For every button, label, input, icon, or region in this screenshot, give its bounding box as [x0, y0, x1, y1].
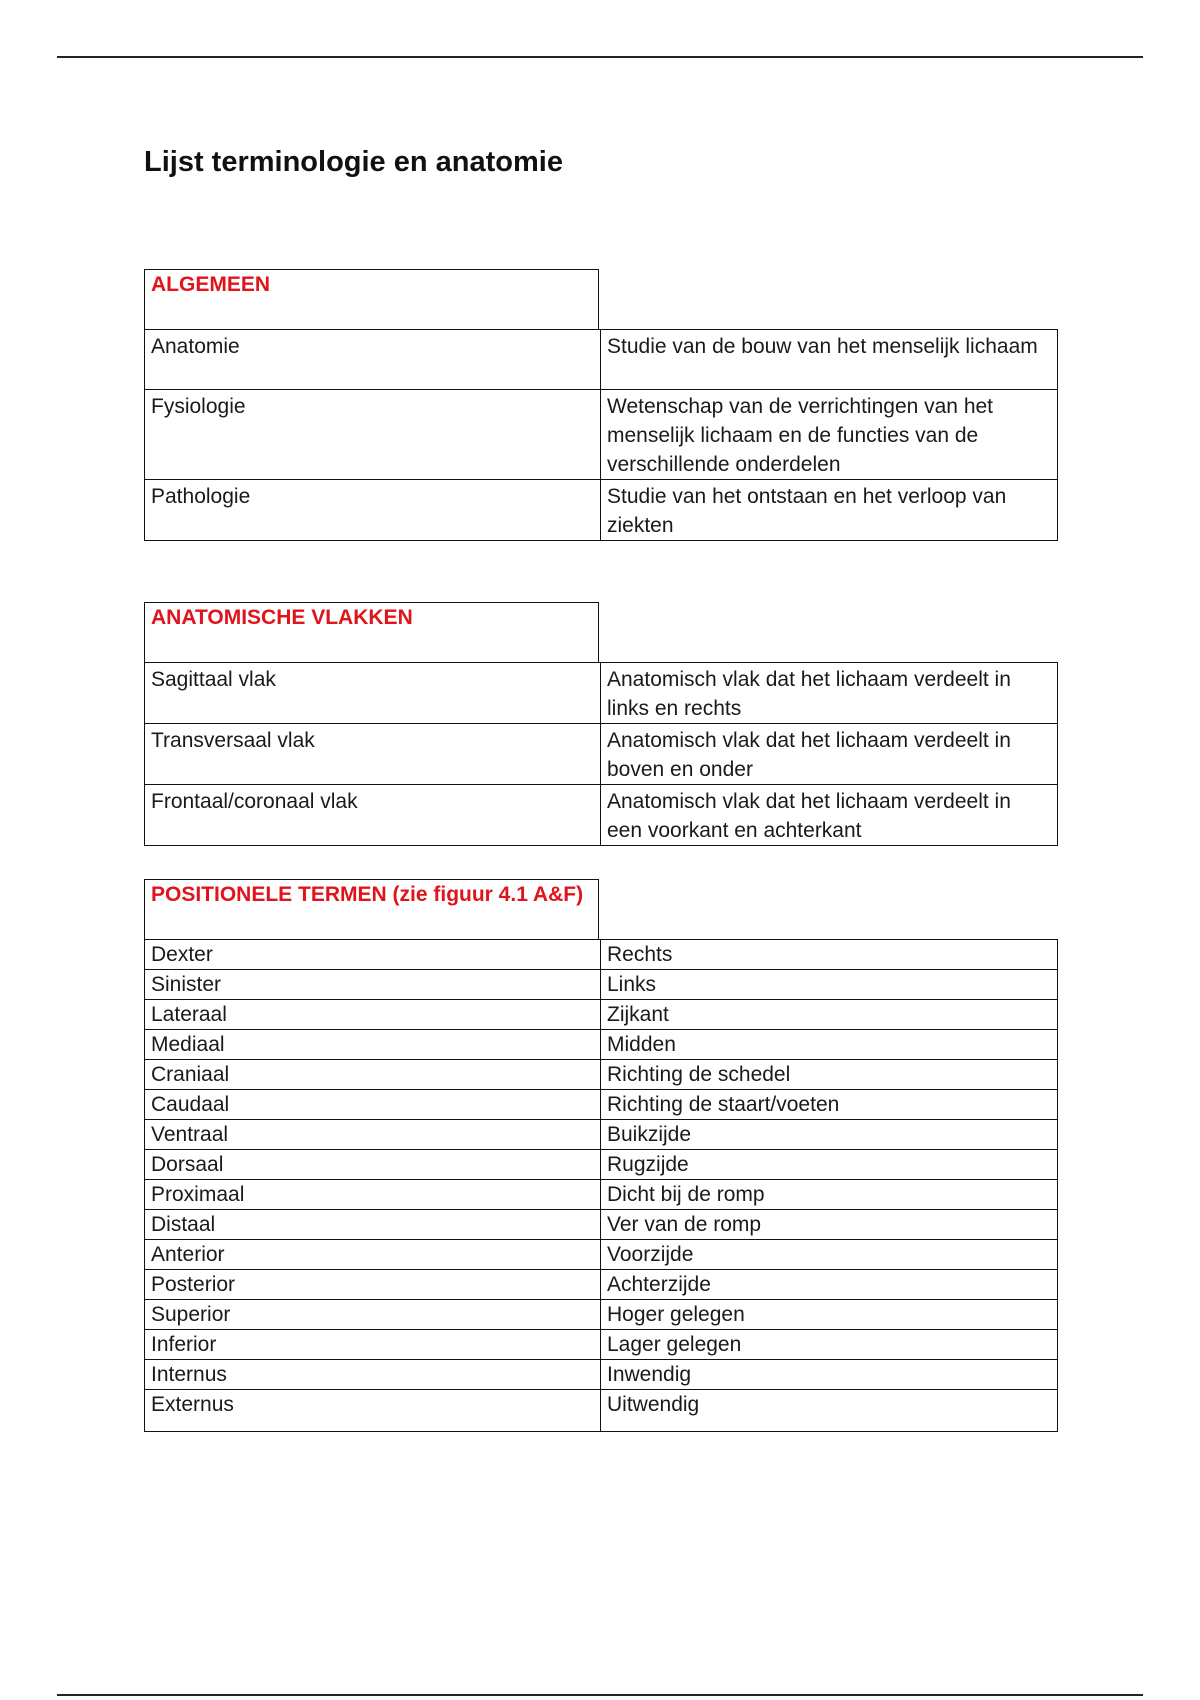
table-row — [145, 663, 1058, 724]
term-cell: Distaal — [145, 1210, 601, 1240]
term-cell: Sagittaal vlak — [145, 663, 601, 724]
definition-cell: Rugzijde — [601, 1150, 1058, 1180]
table-row — [145, 1330, 1058, 1360]
table-row — [145, 330, 1058, 390]
section-heading: ANATOMISCHE VLAKKEN — [151, 606, 413, 629]
definition-cell: Anatomisch vlak dat het lichaam verdeelt in een voorkant en achterkant — [601, 785, 1058, 846]
table-row — [145, 1240, 1058, 1270]
table-row — [145, 1300, 1058, 1330]
definition-cell: Zijkant — [601, 1000, 1058, 1030]
footer-rule — [57, 1694, 1143, 1696]
definition-cell: Richting de staart/voeten — [601, 1090, 1058, 1120]
definition-cell: Midden — [601, 1030, 1058, 1060]
table-row — [145, 970, 1058, 1000]
term-cell: Inferior — [145, 1330, 601, 1360]
table-row — [145, 940, 1058, 970]
table-row — [145, 724, 1058, 785]
term-cell: Posterior — [145, 1270, 601, 1300]
table-row — [145, 1270, 1058, 1300]
term-cell: Fysiologie — [145, 390, 601, 480]
table-row — [145, 390, 1058, 480]
definition-cell: Ver van de romp — [601, 1210, 1058, 1240]
definition-cell: Studie van het ontstaan en het verloop van ziekten — [601, 480, 1058, 541]
table-row — [145, 1090, 1058, 1120]
terms-table — [144, 329, 1058, 541]
table-row — [145, 1360, 1058, 1390]
term-cell: Anatomie — [145, 330, 601, 390]
section-heading-cell — [144, 879, 599, 939]
term-cell: Sinister — [145, 970, 601, 1000]
definition-cell: Hoger gelegen — [601, 1300, 1058, 1330]
term-cell: Mediaal — [145, 1030, 601, 1060]
table-row — [145, 1390, 1058, 1432]
term-cell: Internus — [145, 1360, 601, 1390]
definition-cell: Uitwendig — [601, 1390, 1058, 1432]
section-algemeen — [144, 269, 1057, 541]
term-cell: Frontaal/coronaal vlak — [145, 785, 601, 846]
terms-table — [144, 662, 1058, 846]
definition-cell: Studie van de bouw van het menselijk lichaam — [601, 330, 1058, 390]
term-cell: Proximaal — [145, 1180, 601, 1210]
term-cell: Dexter — [145, 940, 601, 970]
table-row — [145, 1000, 1058, 1030]
section-heading: ALGEMEEN — [151, 273, 271, 296]
definition-cell: Anatomisch vlak dat het lichaam verdeelt in boven en onder — [601, 724, 1058, 785]
table-row — [145, 1150, 1058, 1180]
page-title: Lijst terminologie en anatomie — [144, 146, 563, 178]
section-heading: POSITIONELE TERMEN (zie figuur 4.1 A&F) — [151, 883, 584, 906]
term-cell: Superior — [145, 1300, 601, 1330]
term-cell: Externus — [145, 1390, 601, 1432]
definition-cell: Rechts — [601, 940, 1058, 970]
table-row — [145, 1210, 1058, 1240]
terms-table — [144, 939, 1058, 1432]
table-row — [145, 1030, 1058, 1060]
table-row — [145, 480, 1058, 541]
definition-cell: Buikzijde — [601, 1120, 1058, 1150]
term-cell: Anterior — [145, 1240, 601, 1270]
term-cell: Dorsaal — [145, 1150, 601, 1180]
table-row — [145, 785, 1058, 846]
term-cell: Transversaal vlak — [145, 724, 601, 785]
section-anatomische-vlakken — [144, 602, 1057, 846]
definition-cell: Voorzijde — [601, 1240, 1058, 1270]
definition-cell: Links — [601, 970, 1058, 1000]
term-cell: Ventraal — [145, 1120, 601, 1150]
term-cell: Craniaal — [145, 1060, 601, 1090]
definition-cell: Wetenschap van de verrichtingen van het menselijk lichaam en de functies van de verschillende onderdelen — [601, 390, 1058, 480]
definition-cell: Richting de schedel — [601, 1060, 1058, 1090]
term-cell: Lateraal — [145, 1000, 601, 1030]
table-row — [145, 1120, 1058, 1150]
term-cell: Pathologie — [145, 480, 601, 541]
section-heading-cell — [144, 602, 599, 662]
definition-cell: Achterzijde — [601, 1270, 1058, 1300]
table-row — [145, 1180, 1058, 1210]
definition-cell: Inwendig — [601, 1360, 1058, 1390]
section-positionele-termen — [144, 879, 1057, 1432]
section-heading-cell — [144, 269, 599, 329]
definition-cell: Anatomisch vlak dat het lichaam verdeelt in links en rechts — [601, 663, 1058, 724]
definition-cell: Lager gelegen — [601, 1330, 1058, 1360]
table-row — [145, 1060, 1058, 1090]
term-cell: Caudaal — [145, 1090, 601, 1120]
definition-cell: Dicht bij de romp — [601, 1180, 1058, 1210]
header-rule — [57, 56, 1143, 58]
